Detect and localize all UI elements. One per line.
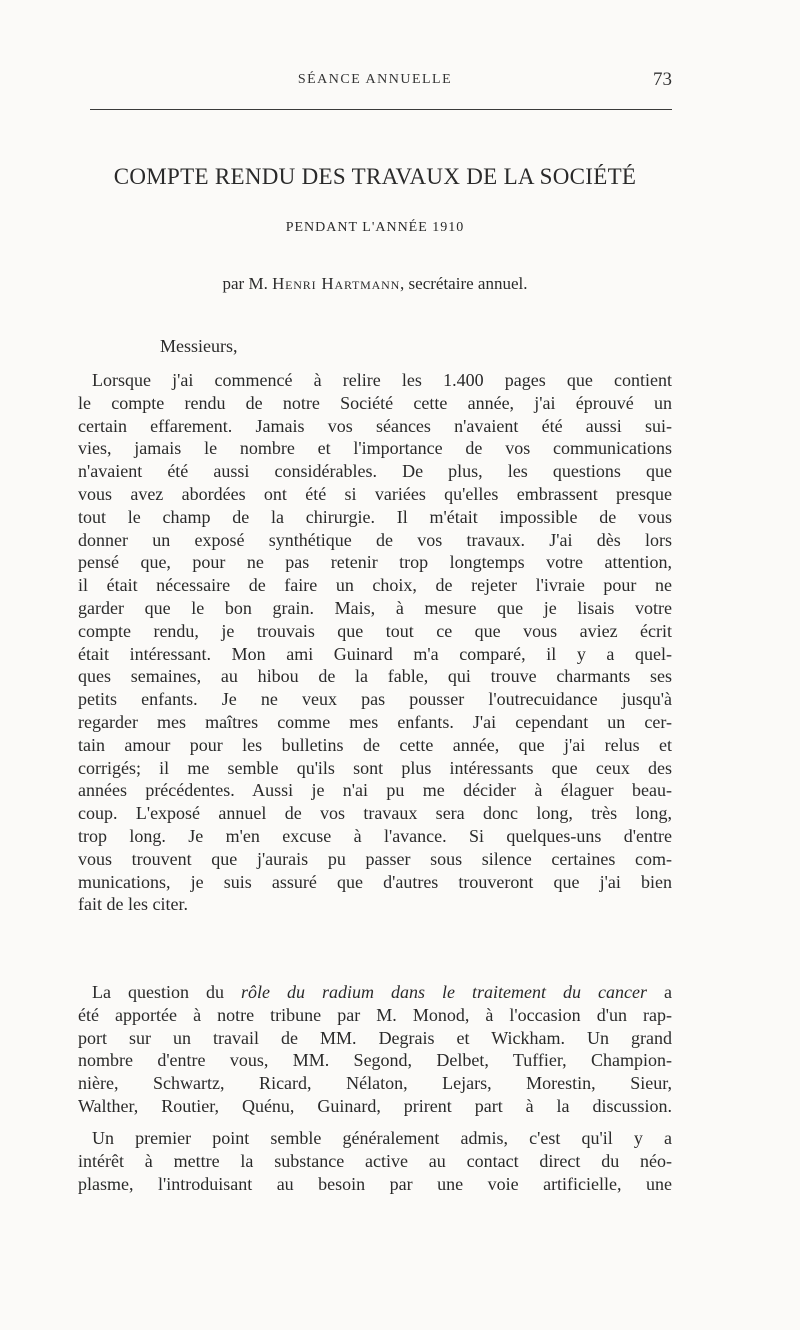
paragraph-line: le compte rendu de notre Société cette année, j'ai éprouvé un: [78, 392, 672, 413]
header-rule: [90, 109, 672, 110]
paragraph-line: plasme, l'introduisant au besoin par une voie artificielle, une: [78, 1173, 672, 1194]
line-text: a: [646, 982, 672, 1002]
paragraph-line: Walther, Routier, Quénu, Guinard, prirent part à la discussion.: [78, 1095, 672, 1116]
paragraph-line: il était nécessaire de faire un choix, de rejeter l'ivraie pour ne: [78, 575, 672, 596]
paragraph-line: donner un exposé synthétique de vos travaux. J'ai dès lors: [78, 529, 672, 550]
salutation: Messieurs,: [160, 336, 238, 356]
paragraph-line: pensé que, pour ne pas retenir trop longtemps votre attention,: [78, 552, 672, 573]
paragraph-first-point: [78, 1127, 672, 1195]
paragraph-line: coup. L'exposé annuel de vos travaux sera donc long, très long,: [78, 803, 672, 824]
paragraph-line: [78, 981, 672, 1004]
running-title: SÉANCE ANNUELLE: [297, 72, 453, 87]
paragraph-line: munications, je suis assuré que d'autres trouveront que j'ai bien: [78, 871, 672, 892]
paragraph-line: années précédentes. Aussi je n'ai pu me décider à élaguer beau-: [78, 780, 672, 801]
page-number: 73: [653, 69, 672, 90]
author-name: Henri Hartmann: [272, 274, 401, 293]
paragraph-line: garder que le bon grain. Mais, à mesure que je lisais votre: [78, 597, 672, 618]
paragraph-line: intérêt à mettre la substance active au contact direct du néo-: [78, 1150, 672, 1171]
paragraph-line: regarder mes maîtres comme mes enfants. J'ai cependant un cer-: [78, 711, 672, 732]
byline-suffix: , secrétaire annuel.: [400, 274, 528, 293]
paragraph-line: tain amour pour les bulletins de cette année, que j'ai relus et: [78, 734, 672, 755]
paragraph-line: port sur un travail de MM. Degrais et Wickham. Un grand: [78, 1027, 672, 1048]
paragraph-line: trop long. Je m'en excuse à l'avance. Si quelques-uns d'entre: [78, 825, 672, 846]
line-text: La question du: [92, 982, 241, 1002]
paragraph-line: compte rendu, je trouvais que tout ce que vous aviez écrit: [78, 620, 672, 641]
paragraph-line: corrigés; il me semble qu'ils sont plus intéressants que ceux des: [78, 757, 672, 778]
paragraph-intro: [78, 369, 672, 916]
byline-prefix: par M.: [222, 274, 268, 293]
running-head: [78, 69, 672, 96]
byline: [78, 274, 672, 294]
paragraph-line: fait de les citer.: [78, 894, 188, 915]
paragraph-line: était intéressant. Mon ami Guinard m'a comparé, il y a quel-: [78, 643, 672, 664]
paragraph-line: n'avaient été aussi considérables. De plus, les questions que: [78, 461, 672, 482]
paragraph-line: certain effarement. Jamais vos séances n'avaient été aussi sui-: [78, 415, 672, 436]
paragraph-line: petits enfants. Je ne veux pas pousser l'outrecuidance jusqu'à: [78, 689, 672, 710]
paragraph-line: vies, jamais le nombre et l'importance de vos communications: [78, 438, 672, 459]
paragraph-line: Lorsque j'ai commencé à relire les 1.400 pages que contient: [92, 370, 672, 390]
paragraph-line: nombre d'entre vous, MM. Segond, Delbet, Tuffier, Champion-: [78, 1050, 672, 1071]
italic-phrase: rôle du radium dans le traitement du cancer: [241, 982, 647, 1002]
paragraph-line: été apportée à notre tribune par M. Monod, à l'occasion d'un rap-: [78, 1004, 672, 1025]
article-title: COMPTE RENDU DES TRAVAUX DE LA SOCIÉTÉ: [113, 164, 637, 189]
paragraph-radium: [78, 981, 672, 1118]
paragraph-line: vous trouvent que j'aurais pu passer sous silence certaines com-: [78, 848, 672, 869]
paragraph-line: vous avez abordées ont été si variées qu'elles embrassent presque: [78, 483, 672, 504]
paragraph-line: tout le champ de la chirurgie. Il m'était impossible de vous: [78, 506, 672, 527]
article-subtitle: PENDANT L'ANNÉE 1910: [285, 220, 465, 235]
paragraph-line: Un premier point semble généralement admis, c'est qu'il y a: [92, 1128, 672, 1148]
paragraph-line: nière, Schwartz, Ricard, Nélaton, Lejars, Morestin, Sieur,: [78, 1073, 672, 1094]
paragraph-line: ques semaines, au hibou de la fable, qui trouve charmants ses: [78, 666, 672, 687]
